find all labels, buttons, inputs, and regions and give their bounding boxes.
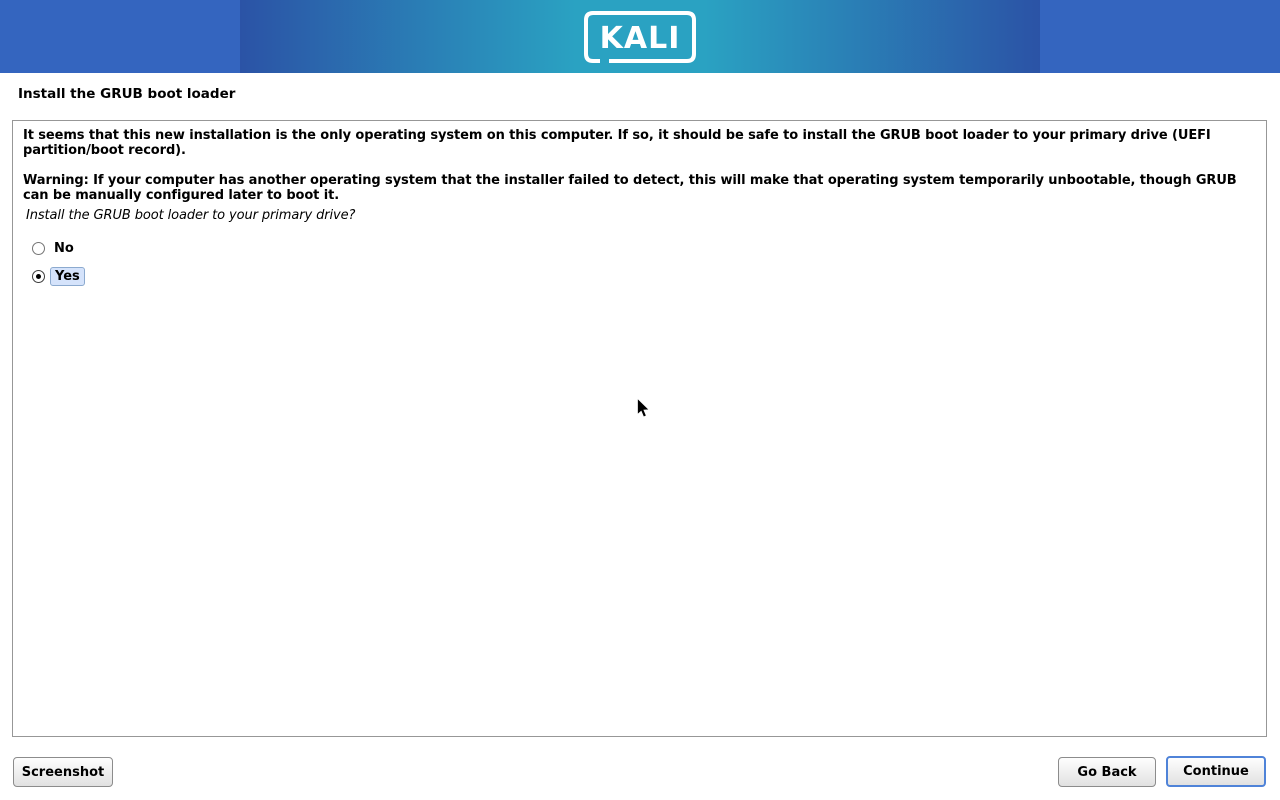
go-back-button[interactable]: Go Back — [1058, 757, 1156, 787]
warning-text: Warning: If your computer has another operating system that the installer failed to detect, this will make that operating system temporarily unbootable, though GRUB can be manually configured later to boot it. — [23, 173, 1237, 203]
radio-button-no-icon[interactable] — [32, 242, 45, 255]
banner-right-fill — [1040, 0, 1280, 73]
radio-option-no-label: No — [54, 240, 74, 256]
radio-option-no[interactable] — [23, 234, 1256, 262]
kali-logo — [584, 11, 696, 63]
radio-option-yes[interactable] — [23, 262, 1256, 290]
screenshot-button[interactable]: Screenshot — [13, 757, 113, 787]
continue-button[interactable]: Continue — [1166, 756, 1266, 787]
mouse-cursor — [637, 398, 651, 423]
kali-logo-text: KALI — [599, 20, 681, 56]
banner-gradient — [240, 0, 1040, 73]
banner-left-fill — [0, 0, 240, 73]
kali-banner — [0, 0, 1280, 73]
question-text: Install the GRUB boot loader to your primary drive? — [26, 208, 356, 223]
info-text: It seems that this new installation is the only operating system on this computer. If so, it should be safe to install the GRUB boot loader to your primary drive (UEFI partition/boot record). — [23, 128, 1211, 158]
radio-button-yes-icon[interactable] — [32, 270, 45, 283]
radio-option-yes-label: Yes — [50, 267, 85, 286]
page-title: Install the GRUB boot loader — [18, 86, 236, 102]
dialog-content — [12, 120, 1267, 737]
